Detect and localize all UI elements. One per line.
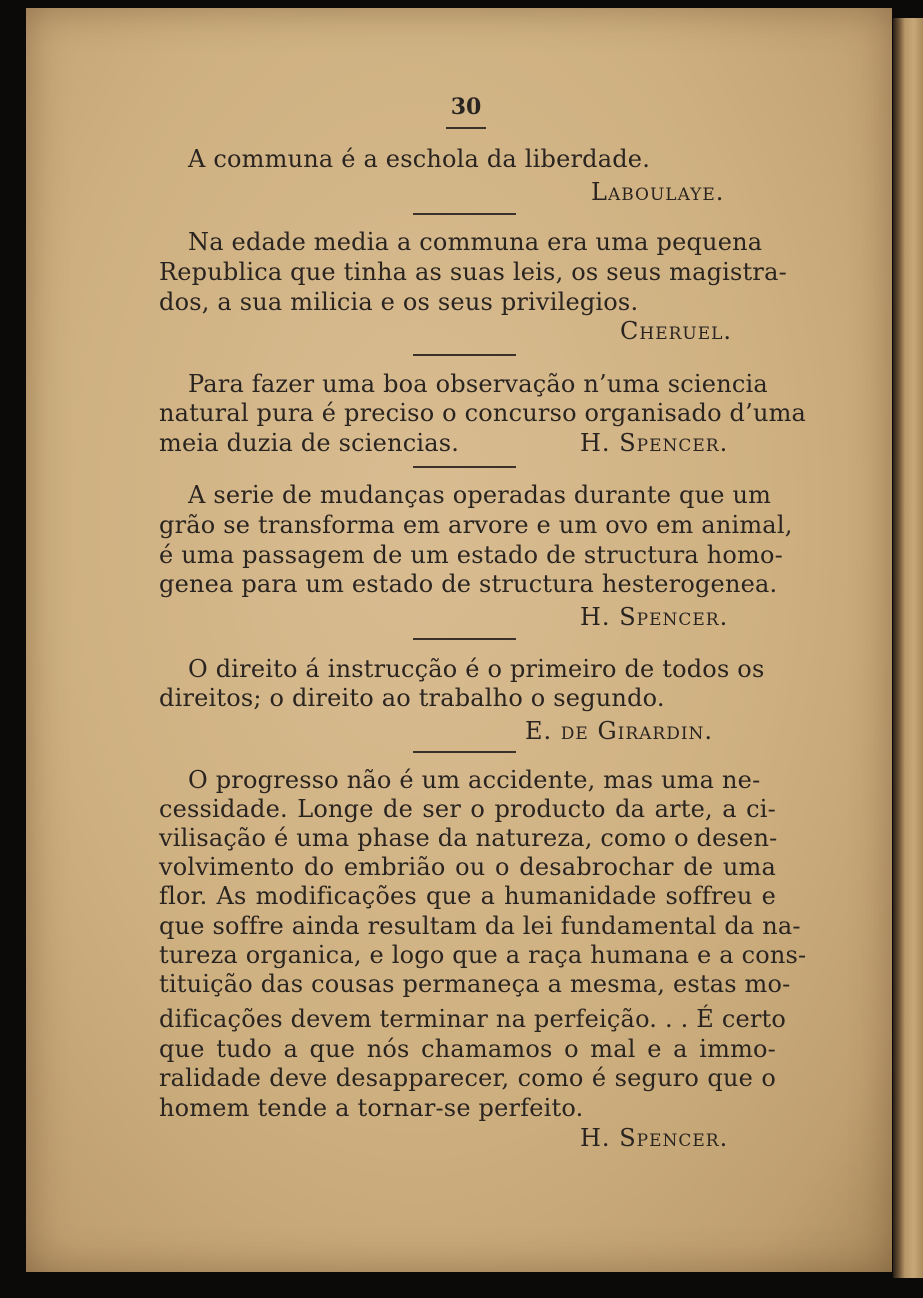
- quote-3-author: H. Spencer.: [580, 429, 729, 457]
- page-number: 30: [450, 94, 482, 120]
- quote-6-line-8: tituição das cousas permaneça a mesma, estas mo-: [159, 970, 791, 998]
- quote-3-line-1: Para fazer uma boa observação n’uma sciencia: [188, 370, 768, 398]
- quote-6-line-9: dificações devem terminar na perfeição. . . É certo: [159, 1005, 787, 1033]
- quote-5-line-2: direitos; o direito ao trabalho o segundo.: [159, 684, 665, 712]
- quote-6-line-5: flor. As modificações que a humanidade soffreu e: [159, 882, 776, 910]
- separator-1: [413, 213, 516, 215]
- separator-2: [413, 354, 516, 356]
- quote-1-author: Laboulaye.: [591, 178, 725, 206]
- quote-6-line-6: que soffre ainda resultam da lei fundamental da na-: [159, 912, 801, 940]
- quote-4-line-2: grão se transforma em arvore e um ovo em animal,: [159, 511, 793, 539]
- quote-2-author: Cheruel.: [620, 317, 733, 345]
- separator-5: [413, 751, 516, 753]
- quote-6-line-1: O progresso não é um accidente, mas uma ne-: [188, 766, 761, 794]
- quote-2-line-1: Na edade media a communa era uma pequena: [188, 228, 763, 256]
- quote-5-line-1: O direito á instrucção é o primeiro de todos os: [188, 655, 765, 683]
- quote-3-line-3: meia duzia de sciencias.: [159, 429, 460, 457]
- quote-6-line-7: tureza organica, e logo que a raça humana e a cons-: [159, 941, 807, 969]
- quote-6-line-12: homem tende a tornar-se perfeito.: [159, 1094, 584, 1122]
- quote-6-line-2: cessidade. Longe de ser o producto da arte, a ci-: [159, 795, 776, 823]
- quote-4-line-1: A serie de mudanças operadas durante que um: [188, 481, 772, 509]
- quote-4-author: H. Spencer.: [580, 603, 729, 631]
- quote-6-line-10: que tudo a que nós chamamos o mal e a immo-: [159, 1035, 776, 1063]
- quote-5-author: E. de Girardin.: [525, 717, 714, 745]
- separator-4: [413, 638, 516, 640]
- page-number-underline: [446, 127, 486, 129]
- quote-6-author: H. Spencer.: [580, 1124, 729, 1152]
- quote-2-line-3: dos, a sua milicia e os seus privilegios.: [159, 288, 639, 316]
- quote-6-line-3: vilisação é uma phase da natureza, como o desen-: [159, 824, 778, 852]
- quote-6-line-11: ralidade deve desapparecer, como é seguro que o: [159, 1064, 776, 1092]
- quote-4-line-3: é uma passagem de um estado de structura homo-: [159, 541, 783, 569]
- quote-4-line-4: genea para um estado de structura hesterogenea.: [159, 570, 778, 598]
- quote-6-line-4: volvimento do embrião ou o desabrochar de uma: [159, 853, 776, 881]
- quote-3-line-2: natural pura é preciso o concurso organisado d’uma: [159, 399, 807, 427]
- quote-2-line-2: Republica que tinha as suas leis, os seus magistra-: [159, 258, 787, 286]
- separator-3: [413, 466, 516, 468]
- quote-1-line-1: A communa é a eschola da liberdade.: [188, 145, 651, 173]
